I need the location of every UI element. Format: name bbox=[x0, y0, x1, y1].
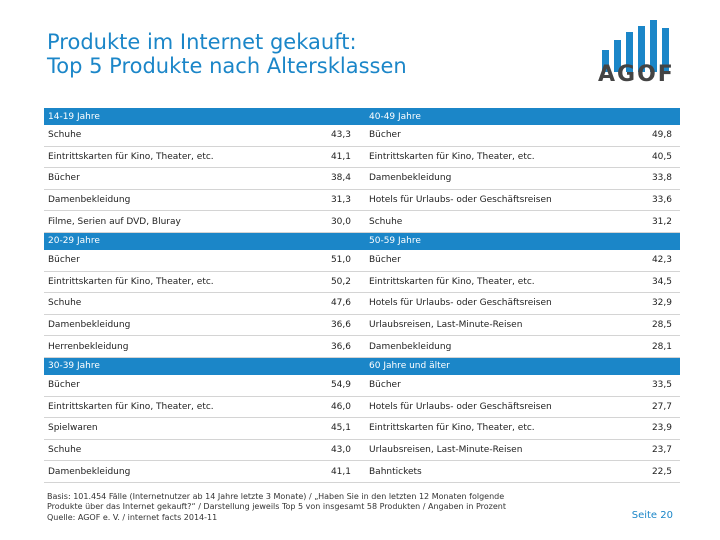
percent-value: 32,9 bbox=[630, 293, 680, 315]
section-header: 60 Jahre und älter bbox=[365, 357, 680, 375]
section-header-row bbox=[44, 232, 680, 250]
product-label: Hotels für Urlaubs- oder Geschäftsreisen bbox=[365, 293, 630, 315]
percent-value: 22,5 bbox=[630, 461, 680, 483]
product-label: Bücher bbox=[44, 168, 309, 190]
product-label: Eintrittskarten für Kino, Theater, etc. bbox=[365, 146, 630, 168]
table-row bbox=[44, 439, 680, 461]
title-line-1: Produkte im Internet gekauft: bbox=[47, 30, 357, 54]
product-label: Urlaubsreisen, Last-Minute-Reisen bbox=[365, 314, 630, 336]
product-label: Hotels für Urlaubs- oder Geschäftsreisen bbox=[365, 396, 630, 418]
table-row bbox=[44, 125, 680, 146]
percent-value: 42,3 bbox=[630, 250, 680, 271]
percent-value: 51,0 bbox=[309, 250, 359, 271]
product-label: Schuhe bbox=[44, 439, 309, 461]
percent-value: 23,9 bbox=[630, 418, 680, 440]
page-title bbox=[47, 30, 567, 78]
table-row bbox=[44, 168, 680, 190]
percent-value: 54,9 bbox=[309, 375, 359, 396]
table-row bbox=[44, 189, 680, 211]
product-label: Damenbekleidung bbox=[44, 189, 309, 211]
product-label: Eintrittskarten für Kino, Theater, etc. bbox=[44, 146, 309, 168]
table-row bbox=[44, 336, 680, 358]
product-label: Damenbekleidung bbox=[44, 461, 309, 483]
product-label: Damenbekleidung bbox=[365, 168, 630, 190]
section-header-row bbox=[44, 357, 680, 375]
table-row bbox=[44, 211, 680, 233]
percent-value: 43,0 bbox=[309, 439, 359, 461]
product-label: Schuhe bbox=[44, 125, 309, 146]
percent-value: 34,5 bbox=[630, 271, 680, 293]
percent-value: 43,3 bbox=[309, 125, 359, 146]
percent-value: 38,4 bbox=[309, 168, 359, 190]
percent-value: 30,0 bbox=[309, 211, 359, 233]
product-label: Eintrittskarten für Kino, Theater, etc. bbox=[44, 271, 309, 293]
percent-value: 46,0 bbox=[309, 396, 359, 418]
footnote bbox=[47, 492, 607, 523]
percent-value: 49,8 bbox=[630, 125, 680, 146]
age-group-table bbox=[44, 108, 680, 483]
product-label: Damenbekleidung bbox=[44, 314, 309, 336]
percent-value: 28,5 bbox=[630, 314, 680, 336]
table-row bbox=[44, 396, 680, 418]
product-label: Bücher bbox=[44, 375, 309, 396]
table-row bbox=[44, 271, 680, 293]
product-label: Schuhe bbox=[365, 211, 630, 233]
table-row bbox=[44, 375, 680, 396]
section-header: 20-29 Jahre bbox=[44, 232, 359, 250]
footnote-line-2: Produkte über das Internet gekauft?“ / Darstellung jeweils Top 5 von insgesamt 58 Produkten / Angaben in Prozent bbox=[47, 502, 506, 512]
percent-value: 23,7 bbox=[630, 439, 680, 461]
section-header: 30-39 Jahre bbox=[44, 357, 359, 375]
product-label: Eintrittskarten für Kino, Theater, etc. bbox=[44, 396, 309, 418]
agof-logo-text: AGOF bbox=[598, 62, 675, 87]
product-label: Spielwaren bbox=[44, 418, 309, 440]
percent-value: 40,5 bbox=[630, 146, 680, 168]
percent-value: 45,1 bbox=[309, 418, 359, 440]
percent-value: 41,1 bbox=[309, 146, 359, 168]
product-label: Herrenbekleidung bbox=[44, 336, 309, 358]
product-label: Damenbekleidung bbox=[365, 336, 630, 358]
product-label: Schuhe bbox=[44, 293, 309, 315]
percent-value: 28,1 bbox=[630, 336, 680, 358]
section-header: 40-49 Jahre bbox=[365, 108, 680, 125]
percent-value: 31,2 bbox=[630, 211, 680, 233]
percent-value: 33,5 bbox=[630, 375, 680, 396]
table-row bbox=[44, 293, 680, 315]
percent-value: 33,6 bbox=[630, 189, 680, 211]
percent-value: 47,6 bbox=[309, 293, 359, 315]
section-header-row bbox=[44, 108, 680, 125]
percent-value: 33,8 bbox=[630, 168, 680, 190]
product-label: Bücher bbox=[365, 250, 630, 271]
footnote-line-1: Basis: 101.454 Fälle (Internetnutzer ab 14 Jahre letzte 3 Monate) / „Haben Sie in den letzten 12 Monaten folgende bbox=[47, 492, 505, 501]
product-label: Eintrittskarten für Kino, Theater, etc. bbox=[365, 418, 630, 440]
product-label: Eintrittskarten für Kino, Theater, etc. bbox=[365, 271, 630, 293]
product-label: Bücher bbox=[44, 250, 309, 271]
section-header: 50-59 Jahre bbox=[365, 232, 680, 250]
percent-value: 36,6 bbox=[309, 336, 359, 358]
table-row bbox=[44, 250, 680, 271]
percent-value: 41,1 bbox=[309, 461, 359, 483]
percent-value: 27,7 bbox=[630, 396, 680, 418]
title-line-2: Top 5 Produkte nach Altersklassen bbox=[47, 54, 407, 78]
product-label: Bücher bbox=[365, 375, 630, 396]
product-label: Bahntickets bbox=[365, 461, 630, 483]
table-row bbox=[44, 461, 680, 483]
product-label: Filme, Serien auf DVD, Bluray bbox=[44, 211, 309, 233]
page-number: Seite 20 bbox=[631, 510, 673, 521]
table-row bbox=[44, 314, 680, 336]
table-row bbox=[44, 418, 680, 440]
table-row bbox=[44, 146, 680, 168]
product-label: Bücher bbox=[365, 125, 630, 146]
percent-value: 31,3 bbox=[309, 189, 359, 211]
product-label: Hotels für Urlaubs- oder Geschäftsreisen bbox=[365, 189, 630, 211]
section-header: 14-19 Jahre bbox=[44, 108, 359, 125]
percent-value: 36,6 bbox=[309, 314, 359, 336]
product-label: Urlaubsreisen, Last-Minute-Reisen bbox=[365, 439, 630, 461]
footnote-line-3: Quelle: AGOF e. V. / internet facts 2014-11 bbox=[47, 512, 218, 522]
percent-value: 50,2 bbox=[309, 271, 359, 293]
